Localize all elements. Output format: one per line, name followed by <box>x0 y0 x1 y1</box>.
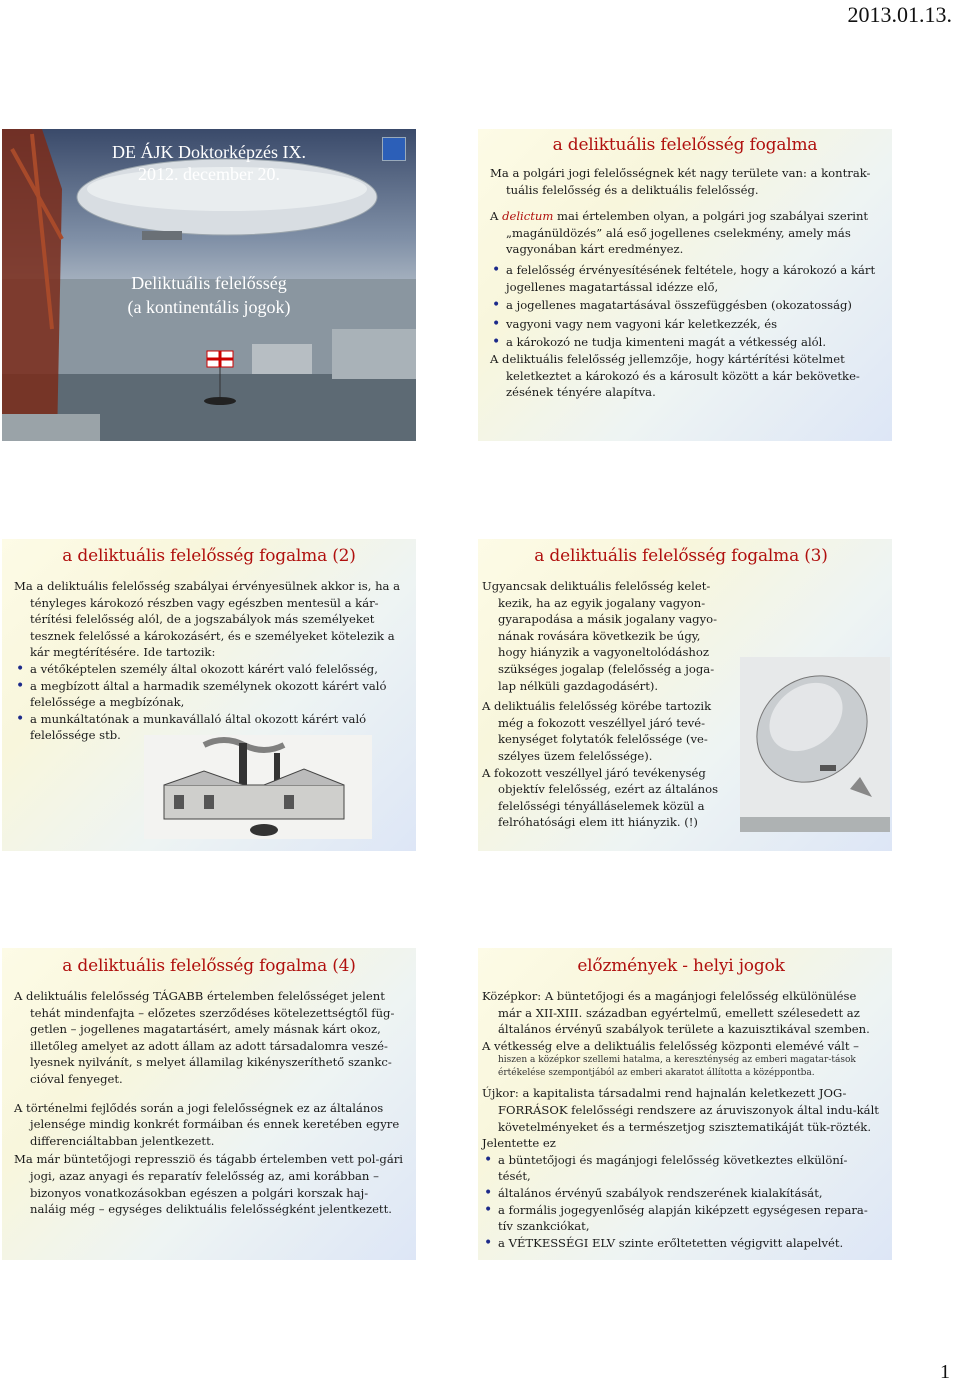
slide-title-line2: 2012. december 20. <box>138 164 280 184</box>
slide-heading: előzmények - helyi jogok <box>577 956 785 976</box>
slide-subtitle-line1: Deliktuális felelősség <box>131 273 287 293</box>
list-item: • a munkáltatónak a munkavállaló által okozott kárért való felelőssége stb. <box>14 711 404 744</box>
list-item: • a károkozó ne tudja kimenteni magát a vétkesség alól. <box>490 334 880 351</box>
page-number: 1 <box>940 1361 950 1383</box>
conditions-list <box>490 262 880 351</box>
slide-title-line1: DE ÁJK Doktorképzés IX. <box>112 142 306 162</box>
list-item: • általános érvényű szabályok rendszerének kialakítását, <box>482 1185 880 1202</box>
paragraph: A vétkesség elve a deliktuális felelősség központi elemévé vált – <box>482 1038 859 1053</box>
paragraph: Jelentette ez <box>482 1136 556 1151</box>
slide-fogalma <box>478 129 892 441</box>
slide-fogalma-2 <box>2 539 416 851</box>
paragraph: Újkor: a kapitalista társadalmi rend hajnalán keletkezett JOG-FORRÁSOK felelősségi rendszere az áruviszonyok által indu-kált követelményeket és a természetjog szisztematikáját tük-rözték. <box>482 1086 879 1134</box>
list-item: • vagyoni vagy nem vagyoni kár keletkezzék, és <box>490 316 880 333</box>
slide-heading: a deliktuális felelősség fogalma (2) <box>62 546 356 566</box>
consequences-list <box>482 1152 880 1252</box>
slide-heading: a deliktuális felelősség fogalma (4) <box>62 956 356 976</box>
slide-elozmenyek <box>478 948 892 1260</box>
list-item: • a formális jogegyenlőség alapján kiképzett egységesen repara-tív szankciókat, <box>482 1202 880 1235</box>
airship-photo <box>740 657 890 832</box>
list-item: • a büntetőjogi és magánjogi felelősség következtes elkülöní-tését, <box>482 1152 880 1185</box>
slide-heading: a deliktuális felelősség fogalma <box>552 135 818 155</box>
header-date: 2013.01.13. <box>847 2 952 27</box>
paragraph: A fokozott veszéllyel járó tevékenység objektív felelősség, ezért az általános felelősségi tényálláselemek közül a felróhatósági elem itt hiányzik. (!) <box>482 765 719 830</box>
paragraph: Ma már büntetőjogi repressziö és tágabb értelemben vett pol-gári jogi, azaz anyagi és reparatív felelősség az, ami korábban – bizonyos vonatkozásokban egészen a polgári korszak haj-naláig még – egységes deliktuális felelősségként jelentkezett. <box>14 1152 403 1217</box>
slide-subtitle-line2: (a kontinentális jogok) <box>127 297 291 317</box>
paragraph: A deliktuális felelősség körébe tartozik még a fokozott veszéllyel járó tevé-kenységet folytatók felelőssége (ve-szélyes üzem felelőssége). <box>482 699 712 763</box>
paragraph: A delictum mai értelemben olyan, a polgári jog szabályai szerint „magánüldözés” alá eső jogellenes cselekmény, amely más vagyonában kárt eredményez. <box>490 209 869 257</box>
slide-heading: a deliktuális felelősség fogalma (3) <box>534 546 828 566</box>
liability-list <box>14 661 404 744</box>
paragraph: A történelmi fejlődés során a jogi felelősségnek ez az általános jelensége mindig konkrét formáiban és ennek keretében egyre differenciáltabban jelentkezett. <box>14 1100 400 1148</box>
note: hiszen a középkor szellemi hatalma, a kereszténység az emberi magatar-tások értékelése szempontjából az emberi akaratot állította a középpontba. <box>498 1055 856 1078</box>
paragraph: A deliktuális felelősség TÁGABB értelemben felelősséget jelent tehát mindenfajta – előzetes szerződéses kötelezettségtől füg-getlen – jogellenes magatartásért, amely másnak kárt okoz, illetőleg amelyet az adott állam az adott társadalomra veszé-lyesnek nyilvánít, s melyet államilag kikényszeríthető szankc-cióval fenyeget. <box>14 989 395 1086</box>
slide-fogalma-3 <box>478 539 892 851</box>
list-item: • a megbízott által a harmadik személynek okozott kárért való felelőssége a megbízónak, <box>14 678 404 711</box>
list-item: • a jogellenes magatartásával összefüggésben (okozatosság) <box>490 297 880 314</box>
delictum-term: delictum <box>502 209 554 224</box>
slide-title <box>2 129 416 441</box>
slide-fogalma-4 <box>2 948 416 1260</box>
paragraph: Ma a deliktuális felelősség szabályai érvényesülnek akkor is, ha a tényleges károkozó részben vagy egészben mentesül a kár-térítési felelősség alól, de a jogszabályok más személyeket tesznek felelőssé a károkozásért, és e személyeket kötelezik a kár megtérítésére. Ide tartozik: <box>14 579 401 660</box>
paragraph: Középkor: A büntetőjogi és a magánjogi felelősség elkülönülése már a XII-XIII. században egyértelmű, emellett szélesedett az általános érvényű szabályok területe a kazuisztikával szemben. <box>482 989 870 1037</box>
paragraph: Ugyancsak deliktuális felelősség kelet-kezik, ha az egyik jogalany vagyon-gyarapodása a másik jogalany vagyo-nának rovására következik be úgy, hogy hiányzik a vagyoneltolódáshoz szükséges jogalap (felelősség a joga-lap nélküli gazdagodásért). <box>482 579 718 693</box>
paragraph: Ma a polgári jogi felelősségnek két nagy területe van: a kontrak-tuális felelősség és a deliktuális felelősség. <box>490 166 871 197</box>
list-item: • a vétőképtelen személy által okozott kárért való felelősség, <box>14 661 404 678</box>
list-item: • a felelősség érvényesítésének feltétele, hogy a károkozó a kárt jogellenes magatartással idézze elő, <box>490 262 880 295</box>
paragraph: A deliktuális felelősség jellemzője, hogy kártérítési kötelmet keletkeztet a károkozó és a károsult között a kár bekövetke-zésének tényére alapítva. <box>490 351 860 400</box>
factory-engraving <box>144 735 372 839</box>
list-item: • a VÉTKESSÉGI ELV szinte erőltetetten végigvitt alapelvét. <box>482 1235 880 1252</box>
